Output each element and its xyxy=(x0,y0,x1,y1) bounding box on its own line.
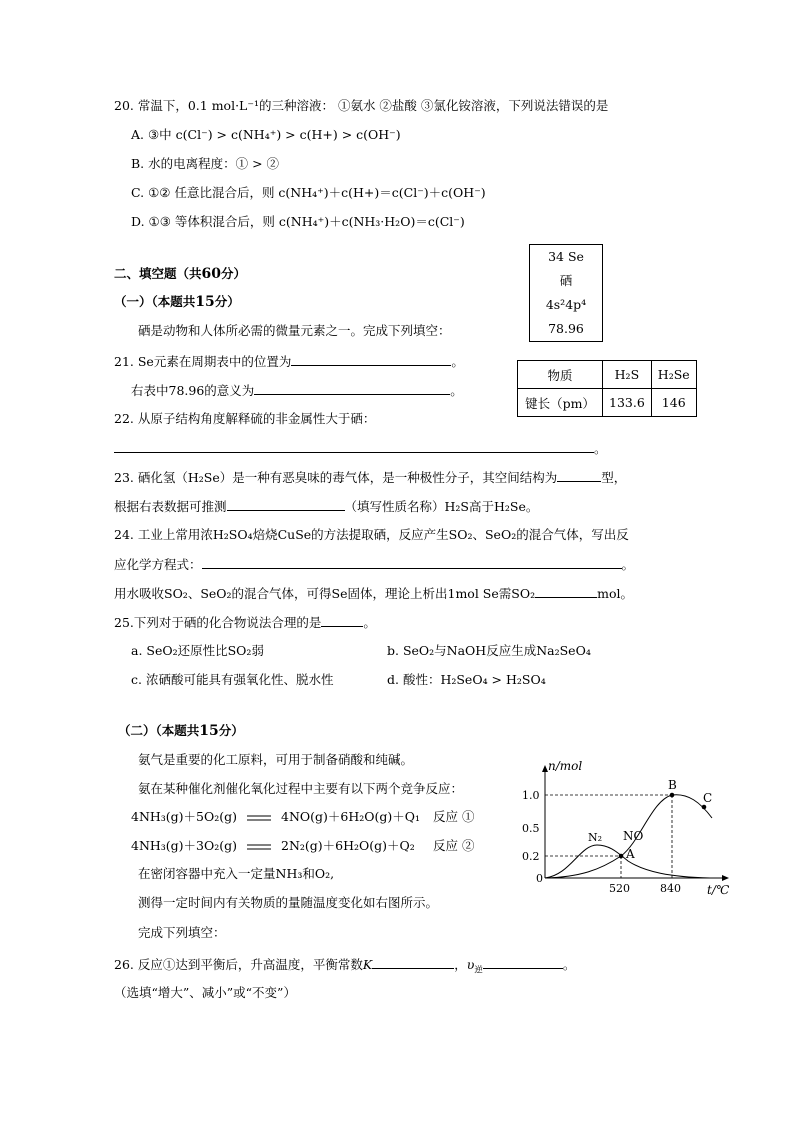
part2-intro-1: 氨气是重要的化工原料，可用于制备硝酸和纯碱。 xyxy=(138,752,414,767)
origin-label: 0 xyxy=(536,872,543,885)
selenium-element-card xyxy=(529,244,603,342)
q24-line1: 24. 工业上常用浓H₂SO₄焙烧CuSe的方法提取硒，反应产生SO₂、SeO₂的混合气体，写出反 xyxy=(114,527,629,542)
y-tick-0-2: 0.2 xyxy=(522,850,540,863)
q25-option-c: c. 浓硒酸可能具有强氧化性、脱水性 xyxy=(131,672,334,687)
reaction-2: 4NH₃(g)＋3O₂(g) 2N₂(g)＋6H₂O(g)＋Q₂ xyxy=(131,838,415,853)
q20-option-b: B. 水的电离程度：① > ② xyxy=(131,156,280,171)
q25-option-b: b. SeO₂与NaOH反应生成Na₂SeO₄ xyxy=(387,643,591,658)
q23-answer-blank-2[interactable] xyxy=(227,498,345,511)
point-c-label: C xyxy=(703,791,713,805)
y-axis-label: n/mol xyxy=(548,759,583,773)
table-header-h2s: H₂S xyxy=(603,361,652,389)
bond-length-table xyxy=(517,360,697,417)
x-axis-label: t/℃ xyxy=(707,883,730,897)
part2-setup-1: 在密闭容器中充入一定量NH₃和O₂, xyxy=(138,866,335,881)
q26-answer-blank-v[interactable] xyxy=(483,956,563,969)
q20-stem: 20. 常温下，0.1 mol·L⁻¹的三种溶液： ①氨水 ②盐酸 ③氯化铵溶液，下列说法错误的是 xyxy=(114,98,609,113)
point-b-label: B xyxy=(668,778,677,792)
q20-option-d: D. ①③ 等体积混合后，则 c(NH₄⁺)＋c(NH₃·H₂O)＝c(Cl⁻) xyxy=(131,214,465,229)
point-a xyxy=(619,854,624,859)
se-electron-config: 4s²4p⁴ xyxy=(545,297,587,312)
table-header-substance: 物质 xyxy=(518,361,603,389)
q24-answer-blank-2[interactable] xyxy=(535,585,597,598)
q25-option-a: a. SeO₂还原性比SO₂弱 xyxy=(131,643,264,658)
q21-answer-blank-1[interactable] xyxy=(291,353,451,366)
q21-line2: 右表中78.96的意义为 。 xyxy=(131,383,463,398)
q22-answer-line: 。 xyxy=(114,440,607,457)
y-tick-0-5: 0.5 xyxy=(522,822,540,835)
q26-answer-blank-k[interactable] xyxy=(372,956,454,969)
q21-line1: 21. Se元素在周期表中的位置为 。 xyxy=(114,354,464,369)
y-tick-1-0: 1.0 xyxy=(522,789,540,802)
q24-answer-blank-1[interactable] xyxy=(202,556,622,569)
section2-title: 二、填空题（共60分） xyxy=(114,266,247,282)
q21-answer-blank-2[interactable] xyxy=(254,382,450,395)
se-atomic-mass: 78.96 xyxy=(548,321,584,336)
part2-setup-2: 测得一定时间内有关物质的量随温度变化如右图所示。 xyxy=(138,895,439,910)
part2-task: 完成下列填空： xyxy=(138,925,226,940)
reaction-2-label: 反应 ② xyxy=(433,838,475,853)
q23-line1: 23. 硒化氢（H₂Se）是一种有恶臭味的毒气体，是一种极性分子，其空间结构为 型， xyxy=(114,470,627,485)
se-atomic-number-symbol: 34 Se xyxy=(548,249,584,264)
x-axis-arrow-icon xyxy=(722,875,729,881)
part2-intro-2: 氨在某种催化剂催化氧化过程中主要有以下两个竞争反应： xyxy=(138,781,464,796)
equilibrium-arrow-icon xyxy=(247,843,271,851)
part2-title: （二）（本题共15分） xyxy=(118,723,244,739)
q20-option-c: C. ①② 任意比混合后，则 c(NH₄⁺)＋c(H+)＝c(Cl⁻)＋c(OH⁻) xyxy=(131,185,486,200)
q22-answer-blank[interactable] xyxy=(114,440,594,453)
table-row-label: 键长（pm） xyxy=(518,389,603,417)
temperature-amount-graph xyxy=(500,760,740,900)
point-b xyxy=(670,793,675,798)
equilibrium-arrow-icon xyxy=(247,814,271,822)
q23-answer-blank-1[interactable] xyxy=(557,469,601,482)
part1-title: （一）（本题共15分） xyxy=(114,294,240,310)
table-row xyxy=(518,361,697,389)
table-header-h2se: H₂Se xyxy=(651,361,696,389)
q22-text: 22. 从原子结构角度解释硫的非金属性大于硒： xyxy=(114,411,376,426)
q24-line2: 应化学方程式： 。 xyxy=(114,557,635,572)
table-row xyxy=(518,389,697,417)
q20-option-a: A. ③中 c(Cl⁻) > c(NH₄⁺) > c(H+) > c(OH⁻) xyxy=(131,127,401,142)
se-name: 硒 xyxy=(559,273,573,288)
part1-intro: 硒是动物和人体所必需的微量元素之一。完成下列填空： xyxy=(138,323,451,338)
q25-option-d: d. 酸性：H₂SeO₄ > H₂SO₄ xyxy=(387,672,546,687)
x-tick-520: 520 xyxy=(609,882,630,895)
table-cell-h2se: 146 xyxy=(651,389,696,417)
table-cell-h2s: 133.6 xyxy=(603,389,652,417)
q25-answer-blank[interactable] xyxy=(321,614,363,627)
no-curve-label: NO xyxy=(623,829,644,843)
q26-hint: （选填“增大”、减小”或“不变”） xyxy=(114,985,296,1000)
reaction-1: 4NH₃(g)＋5O₂(g) 4NO(g)＋6H₂O(g)＋Q₁ xyxy=(131,809,421,824)
n2-curve-label: N₂ xyxy=(588,831,603,844)
reaction-1-label: 反应 ① xyxy=(433,809,475,824)
x-tick-840: 840 xyxy=(660,882,681,895)
q23-line2: 根据右表数据可推测 （填写性质名称）H₂S高于H₂Se。 xyxy=(114,499,539,514)
point-c xyxy=(702,805,707,810)
q25-stem: 25.下列对于硒的化合物说法合理的是 。 xyxy=(114,615,376,630)
point-a-label: A xyxy=(626,847,635,861)
q24-line3: 用水吸收SO₂、SeO₂的混合气体，可得Se固体，理论上析出1mol Se需SO₂ mol。 xyxy=(114,586,633,601)
q26-text: 26. 反应①达到平衡后，升高温度，平衡常数K ，$\upsilon_逆$ 。 xyxy=(114,957,576,976)
